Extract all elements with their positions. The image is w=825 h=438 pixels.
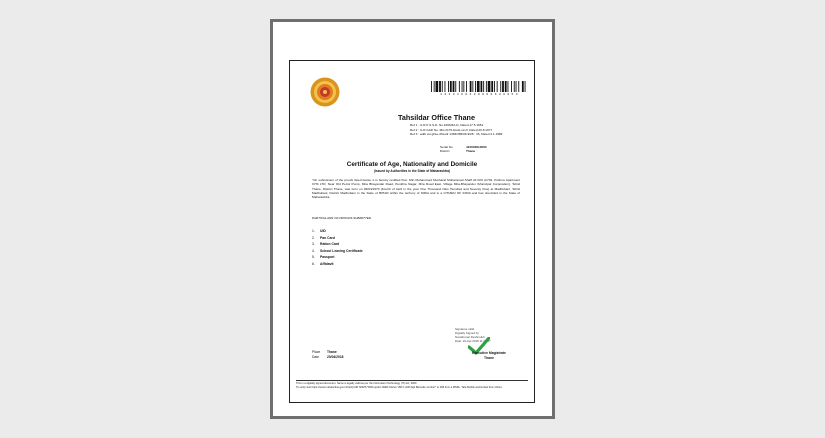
- reference-list: [410, 123, 502, 137]
- particulars-heading: PARTICULARS OF PROOFS SUBMITTED: [312, 216, 372, 220]
- government-seal-icon: [310, 77, 340, 107]
- proofs-list: [312, 228, 363, 268]
- serial-block: [440, 145, 487, 154]
- exec-title: Executive Magistrate: [472, 351, 506, 355]
- list-item: 4. School Leaving Certificate: [312, 248, 363, 253]
- office-title: Tahsildar Office Thane: [398, 113, 475, 122]
- document-preview-frame: [270, 19, 555, 419]
- list-item: 5. Passport: [312, 255, 335, 260]
- footer-line: This is a digitally signed document. Same is legally valid as per the Information Technology (IT) Act, 2000: [296, 382, 417, 385]
- place-date-block: [312, 350, 344, 359]
- list-item: 1. UID: [312, 229, 326, 233]
- certificate-page: [289, 60, 535, 403]
- list-item: 3. Ration Card: [312, 242, 340, 247]
- date-label: Date: [312, 354, 319, 359]
- place-value: Thane: [327, 350, 337, 354]
- certificate-body: "On submission of the proofs listed below, it is hereby certified that, Shri Mohammad Musharaf Mohammad Shaff Ali R/O A/704, Krishna Apartment CHS LTD, Near Old Petrol Pump, Mira Bhayandar Road, Penkhra Nagar, Mira Road East, Village Mira-Bhayander (Municipal Corporation), Tehsil Thane, District Thane, was born on 06/04/1970 (Fourth of April in the year One Thousand Nine Hundred and Seventy Five) at Madhubani, Tehsil Madhubani, District Madhubani in the State of BIHAR within the territory of INDIA and is a CITIZEN OF INDIA and has domiciled in the State of Maharashtra.: [312, 178, 520, 200]
- date-value: 20/04/2018: [327, 354, 344, 359]
- digital-signature-block: Signature valid Digitally Signed by Nandkumar Deshmukh Date: 20-Apr-2018 11:25:07: [455, 327, 491, 343]
- footer-note: [296, 382, 528, 390]
- district-label: District: [440, 149, 450, 154]
- barcode-image: [431, 81, 527, 92]
- reference-line: Ref 3 : ad/b.ssr.gl/se-dhssdr 1363/365/06.9/28 : 33, Dated 2.1.1989: [410, 132, 503, 137]
- serial-label: Serial No: [440, 145, 453, 149]
- list-item: 2. Pan Card: [312, 235, 335, 240]
- footer-line: To verify visit https://www.mahaonline.gov.in/Verify-DR SNMS.*RRA option ID&D:Citizen VRFY+DR digit Barcode number* to 168 from a MSRL. Tata Mobile and limited from others.: [296, 386, 503, 389]
- district-value: Thane: [466, 149, 476, 154]
- exec-place: Thane: [484, 356, 494, 361]
- certificate-title: Certificate of Age, Nationality and Domicile: [346, 161, 478, 168]
- place-label: Place: [312, 350, 321, 354]
- serial-value: 410003010000: [466, 145, 487, 149]
- list-item: 6. Affidavit: [312, 261, 334, 266]
- certificate-subtitle: (Issued by Authorities in the State of Maharashtra): [373, 169, 451, 173]
- footer-divider: [296, 380, 528, 381]
- reference-line: Ref 1 : G.R.P & S.D. No.1066/3A-D, Dated 17.5.1951: [410, 123, 484, 127]
- executive-magistrate-block: [454, 351, 524, 362]
- reference-line: Ref 2 : G.R.GAD No. Mis.2176-Desk-xxxII, Dated 20.8.1977: [410, 127, 493, 132]
- barcode-number: 1 2 3 3 1 0 0 4 2 0 0 0 0 6 2 8 8 5 3: [440, 93, 518, 96]
